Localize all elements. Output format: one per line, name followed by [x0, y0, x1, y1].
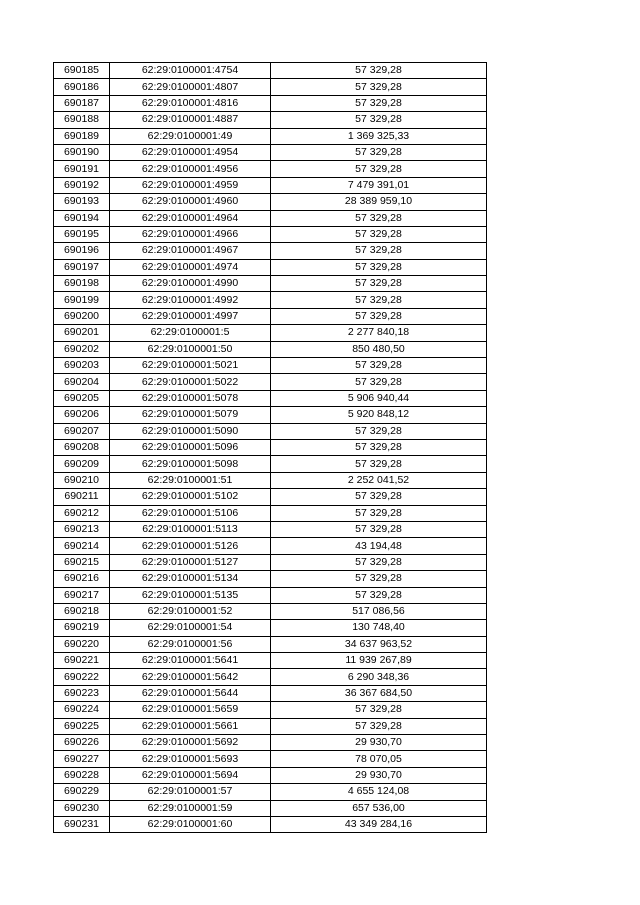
row-number-cell: 690211 [54, 489, 110, 505]
cadastral-value-cell: 57 329,28 [271, 439, 487, 455]
cadastral-value-cell: 130 748,40 [271, 620, 487, 636]
cadastral-number-cell: 62:29:0100001:5134 [110, 571, 271, 587]
cadastral-number-cell: 62:29:0100001:5022 [110, 374, 271, 390]
cadastral-value-cell: 57 329,28 [271, 456, 487, 472]
cadastral-number-cell: 62:29:0100001:4816 [110, 95, 271, 111]
row-number-cell: 690213 [54, 521, 110, 537]
cadastral-number-cell: 62:29:0100001:5693 [110, 751, 271, 767]
row-number-cell: 690226 [54, 735, 110, 751]
cadastral-number-cell: 62:29:0100001:4754 [110, 63, 271, 79]
cadastral-value-cell: 5 920 848,12 [271, 407, 487, 423]
table-row [54, 751, 487, 767]
cadastral-number-cell: 62:29:0100001:4954 [110, 144, 271, 160]
row-number-cell: 690220 [54, 636, 110, 652]
cadastral-value-cell: 34 637 963,52 [271, 636, 487, 652]
table-row [54, 587, 487, 603]
cadastral-value-cell: 57 329,28 [271, 489, 487, 505]
table-row [54, 259, 487, 275]
cadastral-value-cell: 57 329,28 [271, 95, 487, 111]
table-row [54, 210, 487, 226]
row-number-cell: 690186 [54, 79, 110, 95]
cadastral-value-cell: 29 930,70 [271, 767, 487, 783]
cadastral-number-cell: 62:29:0100001:4887 [110, 112, 271, 128]
cadastral-value-cell: 57 329,28 [271, 571, 487, 587]
cadastral-number-cell: 62:29:0100001:49 [110, 128, 271, 144]
cadastral-value-cell: 57 329,28 [271, 718, 487, 734]
cadastral-number-cell: 62:29:0100001:51 [110, 472, 271, 488]
row-number-cell: 690190 [54, 144, 110, 160]
table-row [54, 423, 487, 439]
cadastral-number-cell: 62:29:0100001:5661 [110, 718, 271, 734]
cadastral-value-cell: 57 329,28 [271, 521, 487, 537]
table-row [54, 390, 487, 406]
table-row [54, 538, 487, 554]
row-number-cell: 690198 [54, 276, 110, 292]
table-row [54, 603, 487, 619]
table-row [54, 702, 487, 718]
table-row [54, 718, 487, 734]
table-row [54, 128, 487, 144]
cadastral-number-cell: 62:29:0100001:5659 [110, 702, 271, 718]
table-row [54, 653, 487, 669]
table-row [54, 669, 487, 685]
cadastral-number-cell: 62:29:0100001:5644 [110, 685, 271, 701]
table-row [54, 571, 487, 587]
row-number-cell: 690194 [54, 210, 110, 226]
table-row [54, 407, 487, 423]
table-row [54, 439, 487, 455]
table-row [54, 472, 487, 488]
cadastral-value-cell: 11 939 267,89 [271, 653, 487, 669]
cadastral-number-cell: 62:29:0100001:5642 [110, 669, 271, 685]
cadastral-number-cell: 62:29:0100001:4967 [110, 243, 271, 259]
cadastral-number-cell: 62:29:0100001:4997 [110, 308, 271, 324]
table-row [54, 95, 487, 111]
table-row [54, 521, 487, 537]
table-row [54, 800, 487, 816]
row-number-cell: 690231 [54, 816, 110, 832]
row-number-cell: 690187 [54, 95, 110, 111]
cadastral-value-cell: 6 290 348,36 [271, 669, 487, 685]
cadastral-value-cell: 57 329,28 [271, 243, 487, 259]
cadastral-number-cell: 62:29:0100001:4964 [110, 210, 271, 226]
cadastral-value-cell: 57 329,28 [271, 423, 487, 439]
cadastral-value-cell: 57 329,28 [271, 112, 487, 128]
row-number-cell: 690189 [54, 128, 110, 144]
row-number-cell: 690219 [54, 620, 110, 636]
row-number-cell: 690217 [54, 587, 110, 603]
row-number-cell: 690193 [54, 194, 110, 210]
cadastral-number-cell: 62:29:0100001:5641 [110, 653, 271, 669]
table-row [54, 636, 487, 652]
table-row [54, 79, 487, 95]
cadastral-value-cell: 57 329,28 [271, 292, 487, 308]
row-number-cell: 690212 [54, 505, 110, 521]
cadastral-value-cell: 5 906 940,44 [271, 390, 487, 406]
cadastral-number-cell: 62:29:0100001:5078 [110, 390, 271, 406]
cadastral-value-cell: 57 329,28 [271, 587, 487, 603]
row-number-cell: 690225 [54, 718, 110, 734]
table-row [54, 308, 487, 324]
row-number-cell: 690204 [54, 374, 110, 390]
cadastral-value-cell: 43 194,48 [271, 538, 487, 554]
cadastral-number-cell: 62:29:0100001:4974 [110, 259, 271, 275]
table-row [54, 358, 487, 374]
table-row [54, 63, 487, 79]
table-row [54, 177, 487, 193]
cadastral-number-cell: 62:29:0100001:5113 [110, 521, 271, 537]
cadastral-number-cell: 62:29:0100001:5 [110, 325, 271, 341]
cadastral-number-cell: 62:29:0100001:5102 [110, 489, 271, 505]
table-row [54, 144, 487, 160]
row-number-cell: 690205 [54, 390, 110, 406]
cadastral-number-cell: 62:29:0100001:5096 [110, 439, 271, 455]
cadastral-value-cell: 7 479 391,01 [271, 177, 487, 193]
cadastral-number-cell: 62:29:0100001:5135 [110, 587, 271, 603]
row-number-cell: 690227 [54, 751, 110, 767]
cadastral-value-cell: 57 329,28 [271, 161, 487, 177]
cadastral-number-cell: 62:29:0100001:5021 [110, 358, 271, 374]
cadastral-number-cell: 62:29:0100001:50 [110, 341, 271, 357]
table-row [54, 456, 487, 472]
table-row [54, 161, 487, 177]
table-row [54, 685, 487, 701]
table-row [54, 325, 487, 341]
table-row [54, 554, 487, 570]
cadastral-value-cell: 29 930,70 [271, 735, 487, 751]
cadastral-number-cell: 62:29:0100001:5126 [110, 538, 271, 554]
cadastral-value-cell: 517 086,56 [271, 603, 487, 619]
table-row [54, 816, 487, 832]
row-number-cell: 690197 [54, 259, 110, 275]
cadastral-number-cell: 62:29:0100001:5090 [110, 423, 271, 439]
cadastral-number-cell: 62:29:0100001:4960 [110, 194, 271, 210]
cadastral-value-cell: 36 367 684,50 [271, 685, 487, 701]
cadastral-number-cell: 62:29:0100001:5694 [110, 767, 271, 783]
row-number-cell: 690228 [54, 767, 110, 783]
table-row [54, 767, 487, 783]
table-body [54, 63, 487, 833]
cadastral-number-cell: 62:29:0100001:57 [110, 784, 271, 800]
cadastral-number-cell: 62:29:0100001:4992 [110, 292, 271, 308]
cadastral-number-cell: 62:29:0100001:4966 [110, 226, 271, 242]
row-number-cell: 690185 [54, 63, 110, 79]
row-number-cell: 690223 [54, 685, 110, 701]
table-row [54, 620, 487, 636]
row-number-cell: 690222 [54, 669, 110, 685]
cadastral-number-cell: 62:29:0100001:52 [110, 603, 271, 619]
row-number-cell: 690230 [54, 800, 110, 816]
cadastral-number-cell: 62:29:0100001:59 [110, 800, 271, 816]
cadastral-number-cell: 62:29:0100001:56 [110, 636, 271, 652]
cadastral-value-cell: 57 329,28 [271, 702, 487, 718]
row-number-cell: 690201 [54, 325, 110, 341]
table-row [54, 341, 487, 357]
table-row [54, 112, 487, 128]
row-number-cell: 690208 [54, 439, 110, 455]
cadastral-number-cell: 62:29:0100001:4959 [110, 177, 271, 193]
cadastral-value-cell: 57 329,28 [271, 259, 487, 275]
cadastral-value-cell: 2 277 840,18 [271, 325, 487, 341]
table-row [54, 505, 487, 521]
cadastral-value-cell: 57 329,28 [271, 358, 487, 374]
row-number-cell: 690224 [54, 702, 110, 718]
table-row [54, 292, 487, 308]
cadastral-value-cell: 4 655 124,08 [271, 784, 487, 800]
cadastral-value-table [53, 62, 487, 833]
cadastral-value-cell: 43 349 284,16 [271, 816, 487, 832]
row-number-cell: 690215 [54, 554, 110, 570]
row-number-cell: 690192 [54, 177, 110, 193]
cadastral-number-cell: 62:29:0100001:5098 [110, 456, 271, 472]
cadastral-number-cell: 62:29:0100001:5106 [110, 505, 271, 521]
row-number-cell: 690206 [54, 407, 110, 423]
table-row [54, 784, 487, 800]
table-row [54, 243, 487, 259]
cadastral-number-cell: 62:29:0100001:4956 [110, 161, 271, 177]
cadastral-value-cell: 28 389 959,10 [271, 194, 487, 210]
row-number-cell: 690202 [54, 341, 110, 357]
cadastral-value-cell: 2 252 041,52 [271, 472, 487, 488]
row-number-cell: 690216 [54, 571, 110, 587]
table-row [54, 374, 487, 390]
row-number-cell: 690221 [54, 653, 110, 669]
cadastral-value-cell: 57 329,28 [271, 276, 487, 292]
cadastral-value-cell: 57 329,28 [271, 210, 487, 226]
cadastral-value-cell: 57 329,28 [271, 63, 487, 79]
cadastral-value-cell: 57 329,28 [271, 554, 487, 570]
table-row [54, 226, 487, 242]
cadastral-value-cell: 850 480,50 [271, 341, 487, 357]
cadastral-number-cell: 62:29:0100001:5127 [110, 554, 271, 570]
cadastral-number-cell: 62:29:0100001:4807 [110, 79, 271, 95]
cadastral-number-cell: 62:29:0100001:60 [110, 816, 271, 832]
cadastral-number-cell: 62:29:0100001:5692 [110, 735, 271, 751]
row-number-cell: 690188 [54, 112, 110, 128]
cadastral-value-cell: 78 070,05 [271, 751, 487, 767]
row-number-cell: 690195 [54, 226, 110, 242]
cadastral-value-cell: 57 329,28 [271, 308, 487, 324]
row-number-cell: 690229 [54, 784, 110, 800]
cadastral-value-cell: 57 329,28 [271, 226, 487, 242]
row-number-cell: 690218 [54, 603, 110, 619]
cadastral-number-cell: 62:29:0100001:54 [110, 620, 271, 636]
cadastral-value-cell: 57 329,28 [271, 144, 487, 160]
row-number-cell: 690191 [54, 161, 110, 177]
row-number-cell: 690200 [54, 308, 110, 324]
cadastral-value-cell: 57 329,28 [271, 505, 487, 521]
table-row [54, 735, 487, 751]
table-row [54, 276, 487, 292]
row-number-cell: 690209 [54, 456, 110, 472]
cadastral-number-cell: 62:29:0100001:4990 [110, 276, 271, 292]
cadastral-value-cell: 657 536,00 [271, 800, 487, 816]
cadastral-number-cell: 62:29:0100001:5079 [110, 407, 271, 423]
row-number-cell: 690214 [54, 538, 110, 554]
table-row [54, 489, 487, 505]
row-number-cell: 690210 [54, 472, 110, 488]
table-row [54, 194, 487, 210]
cadastral-value-cell: 57 329,28 [271, 79, 487, 95]
row-number-cell: 690199 [54, 292, 110, 308]
row-number-cell: 690203 [54, 358, 110, 374]
cadastral-value-cell: 1 369 325,33 [271, 128, 487, 144]
row-number-cell: 690207 [54, 423, 110, 439]
row-number-cell: 690196 [54, 243, 110, 259]
cadastral-value-cell: 57 329,28 [271, 374, 487, 390]
